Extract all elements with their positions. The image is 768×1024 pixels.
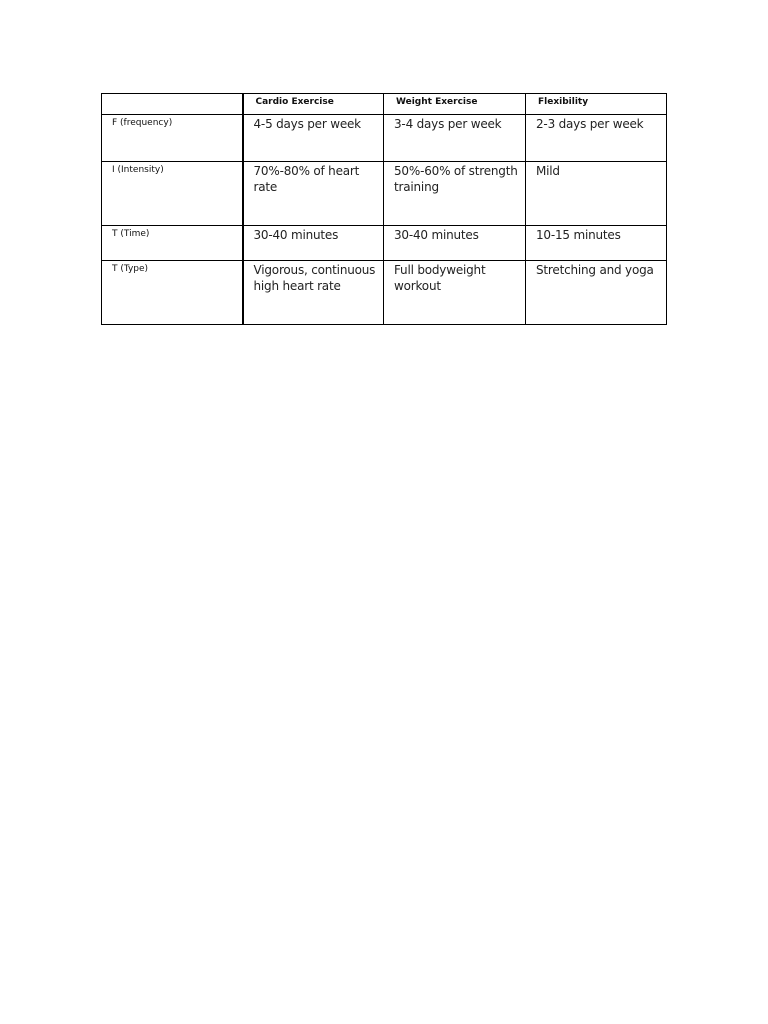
row-label-cell: [102, 115, 243, 162]
table-cell: Full bodyweight workout: [384, 261, 526, 325]
row-label-cell: [102, 162, 243, 226]
table-cell: 3-4 days per week: [384, 115, 526, 162]
table-cell: Stretching and yoga: [526, 261, 667, 325]
header-cardio-label: Cardio Exercise: [255, 97, 334, 107]
table-cell: 30-40 minutes: [384, 226, 526, 261]
row-label-time: T (Time): [112, 229, 150, 239]
header-flexibility-label: Flexibility: [538, 97, 589, 107]
table-row: [102, 115, 667, 162]
row-label-type: T (Type): [112, 264, 149, 274]
table-header-row: [102, 94, 667, 115]
table-cell: 50%-60% of strength training: [384, 162, 526, 226]
table-cell: 2-3 days per week: [526, 115, 667, 162]
table-cell: Mild: [526, 162, 667, 226]
table-row: [102, 226, 667, 261]
header-cell-flexibility: [526, 94, 667, 115]
row-label-cell: [102, 226, 243, 261]
header-weight-label: Weight Exercise: [396, 97, 478, 107]
fitt-table: [101, 93, 667, 325]
header-cell-cardio: [243, 94, 384, 115]
table-row: [102, 162, 667, 226]
table-cell: 10-15 minutes: [526, 226, 667, 261]
row-label-frequency: F (frequency): [112, 118, 173, 128]
table-cell: 70%-80% of heart rate: [243, 162, 384, 226]
table-row: [102, 261, 667, 325]
table-cell: 4-5 days per week: [243, 115, 384, 162]
table-cell: 30-40 minutes: [243, 226, 384, 261]
header-cell-weight: [384, 94, 526, 115]
row-label-cell: [102, 261, 243, 325]
row-label-intensity: I (Intensity): [112, 165, 164, 175]
header-cell-empty: [102, 94, 243, 115]
table-cell: Vigorous, continuous high heart rate: [243, 261, 384, 325]
